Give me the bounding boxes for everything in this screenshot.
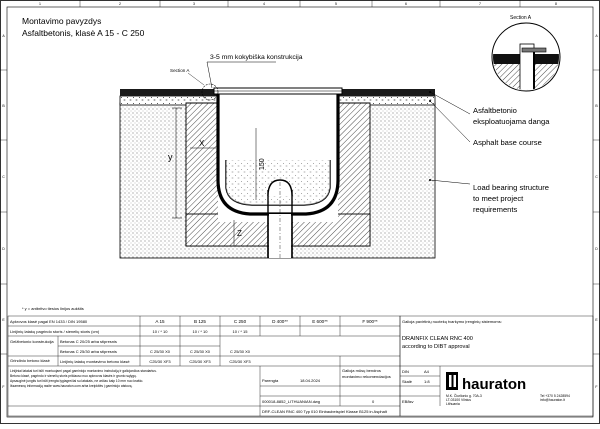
size-label: DIN bbox=[402, 369, 409, 374]
row-label: F bbox=[2, 385, 5, 389]
address-line1: M.K. Čiurlionio g. 70A-3 bbox=[446, 394, 482, 398]
section-a-detail bbox=[490, 23, 562, 100]
email: info@hauraton.lt bbox=[540, 398, 565, 402]
col-label: 3 bbox=[193, 2, 195, 6]
validity-line1: Galioja mūsų bendros bbox=[342, 368, 381, 373]
row-label: D bbox=[2, 247, 5, 251]
row-label: E bbox=[595, 318, 598, 322]
spec-row3-b125: C 25/30 X0 bbox=[189, 349, 211, 354]
page-value: EB8sv bbox=[402, 399, 414, 404]
scale-value: 1:8 bbox=[424, 379, 430, 384]
col-label: 1 bbox=[39, 2, 41, 6]
callout-top: 3-5 mm kokybiška konstrukcija bbox=[210, 54, 303, 61]
col-label: 6 bbox=[405, 2, 407, 6]
spec-row1-label: Linijinių latakų pagrindo storis / sienelių storis (cm) bbox=[10, 329, 100, 334]
spec-row3-c250: C 25/30 X0 bbox=[229, 349, 251, 354]
spec-class-d400: D 400** bbox=[272, 319, 288, 324]
product-name: DRAINFIX CLEAN RNC 400 bbox=[402, 336, 473, 342]
spec-note-3: Apsauginė jungtis turi būti įrengta lygiagrečiai su latakais, ne arčiau kaip 10 mm nuo krašto. bbox=[10, 379, 144, 383]
spec-row3-side: Grindinio betono klasė bbox=[10, 358, 50, 363]
drawn-date: 18.04.2024 bbox=[300, 378, 321, 383]
callout-base-course: Asphalt base course bbox=[473, 138, 542, 147]
title-line-1: Montavimo pavyzdys bbox=[22, 16, 102, 26]
spec-class-b125: B 125 bbox=[193, 319, 207, 324]
col-label: 8 bbox=[555, 2, 557, 6]
row-label: A bbox=[595, 34, 598, 38]
row-label: B bbox=[2, 104, 5, 108]
address-line2: LT-03100 Vilnius bbox=[446, 398, 471, 402]
footnote: * y = antbritvo tiesios linijos aukštis bbox=[22, 306, 84, 311]
title-block-note: Galioja pavirtinių nuotekų tvarkymo įrenginių sistemoms: bbox=[402, 319, 502, 324]
spec-row2a-label: Betonas C 20/25 arba stipresnis bbox=[60, 339, 117, 344]
callout-load-line3: requirements bbox=[473, 205, 518, 214]
spec-note-4: Išsamesnę informaciją rasite www.hauraton.com arba kreipkitės į gamintojo atstovą. bbox=[10, 384, 133, 388]
callout-load-line2: to meet project bbox=[473, 194, 524, 203]
spec-row4-a15: C25/30 XF3 bbox=[149, 359, 171, 364]
product-approval: according to DIBT approval bbox=[402, 344, 470, 350]
spec-row2-side: Gelžbetonio konstrukcija bbox=[10, 339, 54, 344]
spec-class-c250: C 250 bbox=[233, 319, 247, 324]
spec-row1-c250: 10 / * 15 bbox=[232, 329, 248, 334]
spec-row4-label: Linijinių latakų montavimo betono klasė bbox=[60, 359, 130, 364]
row-label: E bbox=[2, 318, 5, 322]
callout-load-line1: Load bearing structure bbox=[473, 183, 549, 192]
ground-section bbox=[120, 88, 435, 258]
spec-class-f900: F 900** bbox=[362, 319, 378, 324]
spec-note-2: Betono klasė, pagrindo ir sienelių storis priklauso nuo apkrovos klasės ir grunto sąlygų. bbox=[10, 374, 137, 378]
dimension-depth: 150 bbox=[259, 158, 266, 170]
dimension-z: Z bbox=[237, 229, 242, 238]
address-line3: Lithuania bbox=[446, 402, 460, 406]
spec-row1-b125: 10 / * 10 bbox=[192, 329, 208, 334]
spec-row0-label: Apkrovos klasė pagal EN 1433 / DIN 19580 bbox=[10, 319, 88, 324]
row-label: B bbox=[595, 104, 598, 108]
spec-row2b-label: Betonas C 25/30 arba stipresnis bbox=[60, 349, 117, 354]
dimension-y: y bbox=[168, 152, 173, 162]
row-label: A bbox=[2, 34, 5, 38]
col-label: 5 bbox=[335, 2, 337, 6]
drawn-label: Parengta bbox=[262, 378, 279, 383]
drawing-title: DRF-CLEAN RNC 400 Typ 010 Einbaubeispiel Klasse B125 in Asphalt bbox=[262, 409, 387, 414]
hauraton-logo bbox=[446, 372, 526, 393]
file-name: 000018-8852_LITHUANIAN.dwg bbox=[262, 399, 321, 404]
col-label: 4 bbox=[263, 2, 265, 6]
phone: Tel +370 5 2428594 bbox=[540, 394, 570, 398]
spec-class-e600: E 600** bbox=[312, 319, 328, 324]
spec-row3-a15: C 25/30 X0 bbox=[149, 349, 171, 354]
spec-note-1: Linijiniai latakai turi būti montuojami pagal gamintojo montavimo instrukciją ir galiojančius standartus. bbox=[10, 369, 157, 373]
row-label: F bbox=[595, 385, 598, 389]
validity-line2: montavimo rekomendacijos bbox=[342, 374, 391, 379]
section-a-leader bbox=[188, 73, 204, 85]
logo-text: hauraton bbox=[462, 376, 527, 393]
col-label: 7 bbox=[479, 2, 481, 6]
detail-label: Section A bbox=[510, 15, 532, 21]
revision: 0 bbox=[372, 399, 375, 404]
spec-class-a15: A 15 bbox=[155, 319, 165, 324]
col-label: 2 bbox=[119, 2, 121, 6]
row-label: C bbox=[2, 175, 5, 179]
spec-row4-b125: C25/30 XF3 bbox=[189, 359, 211, 364]
row-label: C bbox=[595, 175, 598, 179]
callout-asphalt-line2: eksploatuojama danga bbox=[473, 117, 550, 126]
callout-asphalt-line1: Asfaltbetonio bbox=[473, 106, 517, 115]
scale-label: Skalė bbox=[402, 379, 413, 384]
frame-column-labels bbox=[39, 2, 557, 6]
title-line-2: Asfaltbetonis, klasė A 15 - C 250 bbox=[22, 28, 145, 38]
dimension-x: X bbox=[199, 139, 205, 148]
size-value: A4 bbox=[424, 369, 429, 374]
spec-row1-a15: 10 / * 10 bbox=[152, 329, 168, 334]
row-label: D bbox=[595, 247, 598, 251]
section-a-marker-label: Section A bbox=[170, 68, 190, 73]
spec-row4-c250: C25/30 XF3 bbox=[229, 359, 251, 364]
